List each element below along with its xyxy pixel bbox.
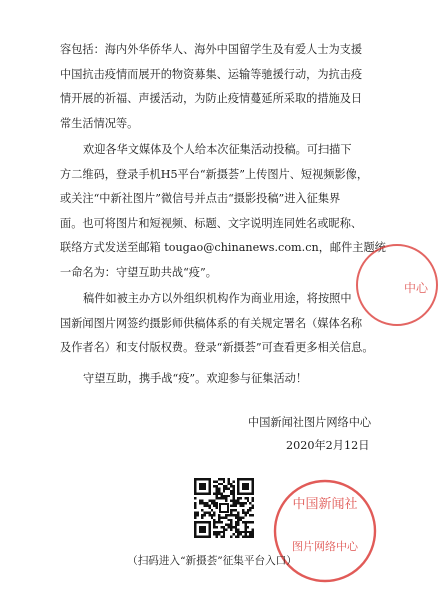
text-line: 常生活情况等。: [60, 116, 139, 130]
seal-bottom-text: 图片网络中心: [292, 540, 358, 553]
paragraph-1: [60, 38, 390, 136]
text-line: 联络方式发送至邮箱 tougao@chinanews.com.cn，邮件主题统: [60, 241, 386, 254]
text-line: 欢迎各华文媒体及个人给本次征集活动投稿。可扫描下: [83, 143, 352, 156]
text-line: 情开展的祈福、声援活动，为防止疫情蔓延所采取的措施及日: [60, 92, 363, 105]
seal-left-text: 中心: [404, 281, 429, 295]
text-line: 一命名为：守望互助共战“疫”。: [60, 265, 217, 279]
text-line: 守望互助，携手战“疫”。欢迎参与征集活动！: [83, 372, 308, 385]
text-line: 容包括：海内外华侨华人、海外中国留学生及有爱人士为支援: [60, 43, 363, 56]
text-line: 国新闻图片网签约摄影师供稿体系的有关规定署名（媒体名称: [60, 316, 363, 330]
paragraph-4: [60, 367, 390, 392]
text-line: 中国抗击疫情而展开的物资募集、运输等驰援行动，为抗击疫: [60, 67, 363, 81]
paragraph-3: [60, 287, 390, 361]
signature-date: 2020年2月12日: [286, 439, 370, 452]
seal-left-stamp: [352, 240, 442, 330]
text-line: 方二维码，登录手机H5平台“新摄荟”上传图片、短视频影像，: [60, 167, 369, 181]
official-seal-stamp: [272, 478, 378, 584]
qr-caption: （扫码进入“新摄荟”征集平台入口）: [127, 555, 297, 567]
qr-code[interactable]: [194, 478, 254, 538]
text-line: 或关注“中新社图片”微信号并点击“摄影投稿”进入征集界: [60, 192, 341, 205]
paragraph-2: [60, 138, 390, 285]
seal-top-text: 中国新闻社: [292, 497, 358, 512]
text-line: 及作者名）和支付版权费。登录“新摄荟”可查看更多相关信息。: [60, 341, 374, 354]
text-line: 面。也可将图片和短视频、标题、文字说明连同姓名或昵称、: [60, 216, 363, 230]
text-line: 稿件如被主办方以外组织机构作为商业用途，将按照中: [83, 292, 352, 305]
signature-org: 中国新闻社图片网络中心: [248, 416, 372, 429]
